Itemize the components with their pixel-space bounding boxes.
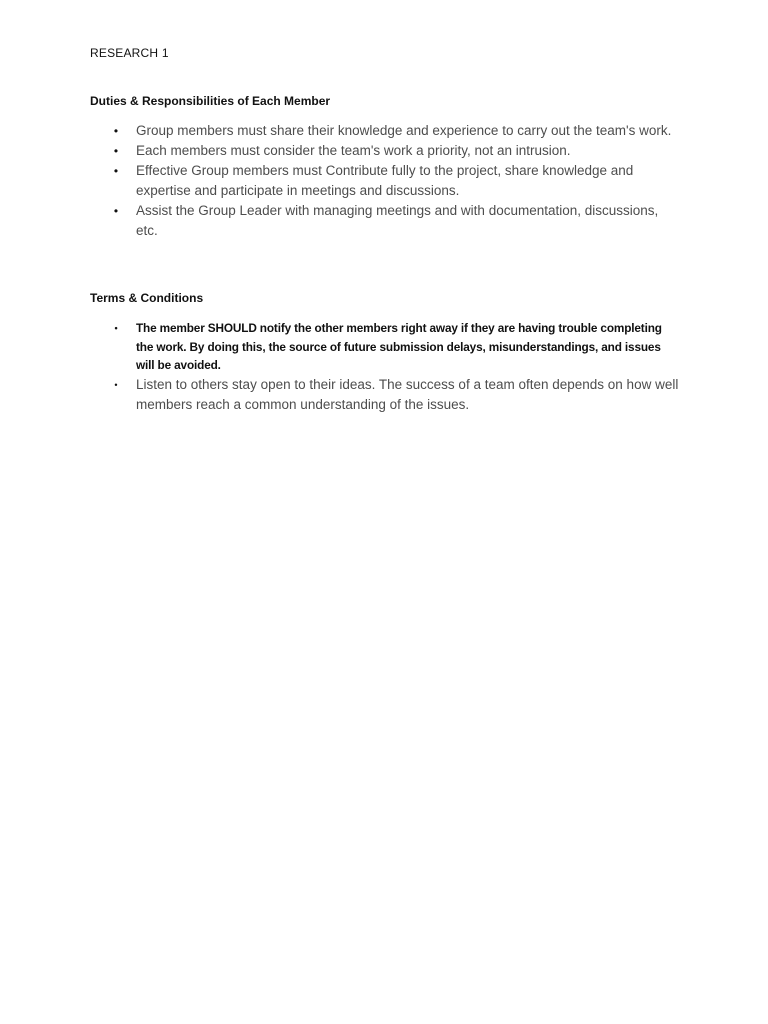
list-item-text: Each members must consider the team's work a priority, not an intrusion. bbox=[136, 143, 571, 158]
duties-heading: Duties & Responsibilities of Each Member bbox=[90, 94, 331, 108]
bullet-icon: • bbox=[113, 204, 119, 218]
terms-list bbox=[110, 319, 680, 415]
document-title: RESEARCH 1 bbox=[90, 46, 169, 60]
list-item bbox=[110, 375, 680, 415]
list-item-text: Group members must share their knowledge and experience to carry out the team's work. bbox=[136, 123, 672, 138]
list-item-text: Assist the Group Leader with managing meetings and with documentation, discussions, etc. bbox=[136, 203, 659, 238]
list-item-text: Listen to others stay open to their ideas. The success of a team often depends on how well members reach a common understanding of the issues. bbox=[136, 376, 679, 412]
bullet-icon: • bbox=[113, 164, 119, 178]
list-item bbox=[110, 161, 680, 201]
list-item bbox=[110, 121, 680, 141]
list-item-text: The member SHOULD notify the other members right away if they are having trouble completing the work. By doing this, the source of future submission delays, misunderstandings, and issues will be avoided. bbox=[136, 321, 662, 372]
list-item bbox=[110, 201, 680, 241]
list-item bbox=[110, 141, 680, 161]
terms-heading: Terms & Conditions bbox=[90, 291, 204, 305]
bullet-icon: • bbox=[113, 124, 119, 138]
duties-list bbox=[110, 121, 680, 241]
bullet-icon: • bbox=[114, 379, 118, 390]
bullet-icon: • bbox=[113, 144, 119, 158]
bullet-icon: • bbox=[114, 323, 118, 333]
list-item-text: Effective Group members must Contribute fully to the project, share knowledge and expertise and participate in meetings and discussions. bbox=[136, 163, 634, 198]
list-item bbox=[110, 319, 680, 375]
